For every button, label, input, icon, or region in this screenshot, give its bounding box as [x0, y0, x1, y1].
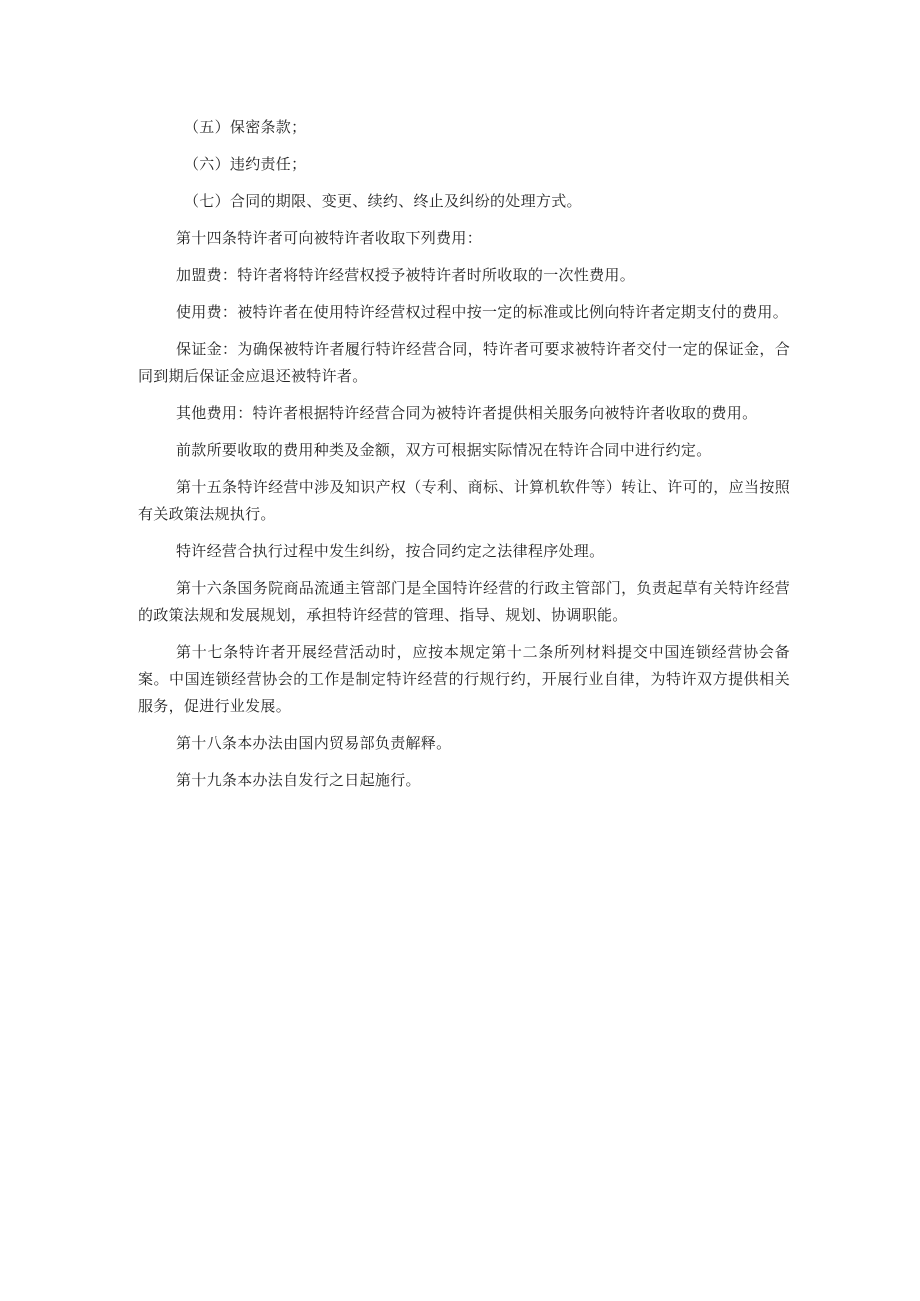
- fee-other: 其他费用：特许者根据特许经营合同为被特许者提供相关服务向被特许者收取的费用。: [176, 404, 758, 422]
- article-14: 第十四条特许者可向被特许者收取下列费用：: [176, 229, 483, 247]
- fee-usage: 使用费：被特许者在使用特许经营权过程中按一定的标准或比例向特许者定期支付的费用。: [176, 303, 789, 321]
- fee-deposit: 保证金：为确保被特许者履行特许经营合同，特许者可要求被特许者交付一定的保证金，合同到期后保证金应退还被特许者。: [138, 340, 790, 385]
- fee-franchise: 加盟费：特许者将特许经营权授予被特许者时所收取的一次性费用。: [176, 266, 636, 284]
- dispute-handling: 特许经营合执行过程中发生纠纷，按合同约定之法律程序处理。: [176, 542, 605, 560]
- article-16: 第十六条国务院商品流通主管部门是全国特许经营的行政主管部门，负责起草有关特许经营的政策法规和发展规划，承担特许经营的管理、指导、规划、协调职能。: [138, 579, 790, 624]
- clause-confidentiality: （五）保密条款；: [184, 118, 307, 136]
- article-19: 第十九条本办法自发行之日起施行。: [176, 771, 421, 789]
- clause-contract-term: （七）合同的期限、变更、续约、终止及纠纷的处理方式。: [184, 192, 582, 210]
- clause-liability: （六）违约责任；: [184, 155, 307, 173]
- article-17: 第十七条特许者开展经营活动时，应按本规定第十二条所列材料提交中国连锁经营协会备案。中国连锁经营协会的工作是制定特许经营的行规行约，开展行业自律，为特许双方提供相关服务，促进行业发展。: [138, 643, 790, 715]
- fee-agreement-note: 前款所要收取的费用种类及金额，双方可根据实际情况在特许合同中进行约定。: [176, 441, 712, 459]
- article-18: 第十八条本办法由国内贸易部负责解释。: [176, 734, 452, 752]
- document-body: [138, 114, 790, 804]
- article-15: 第十五条特许经营中涉及知识产权（专利、商标、计算机软件等）转让、许可的，应当按照有关政策法规执行。: [138, 478, 790, 523]
